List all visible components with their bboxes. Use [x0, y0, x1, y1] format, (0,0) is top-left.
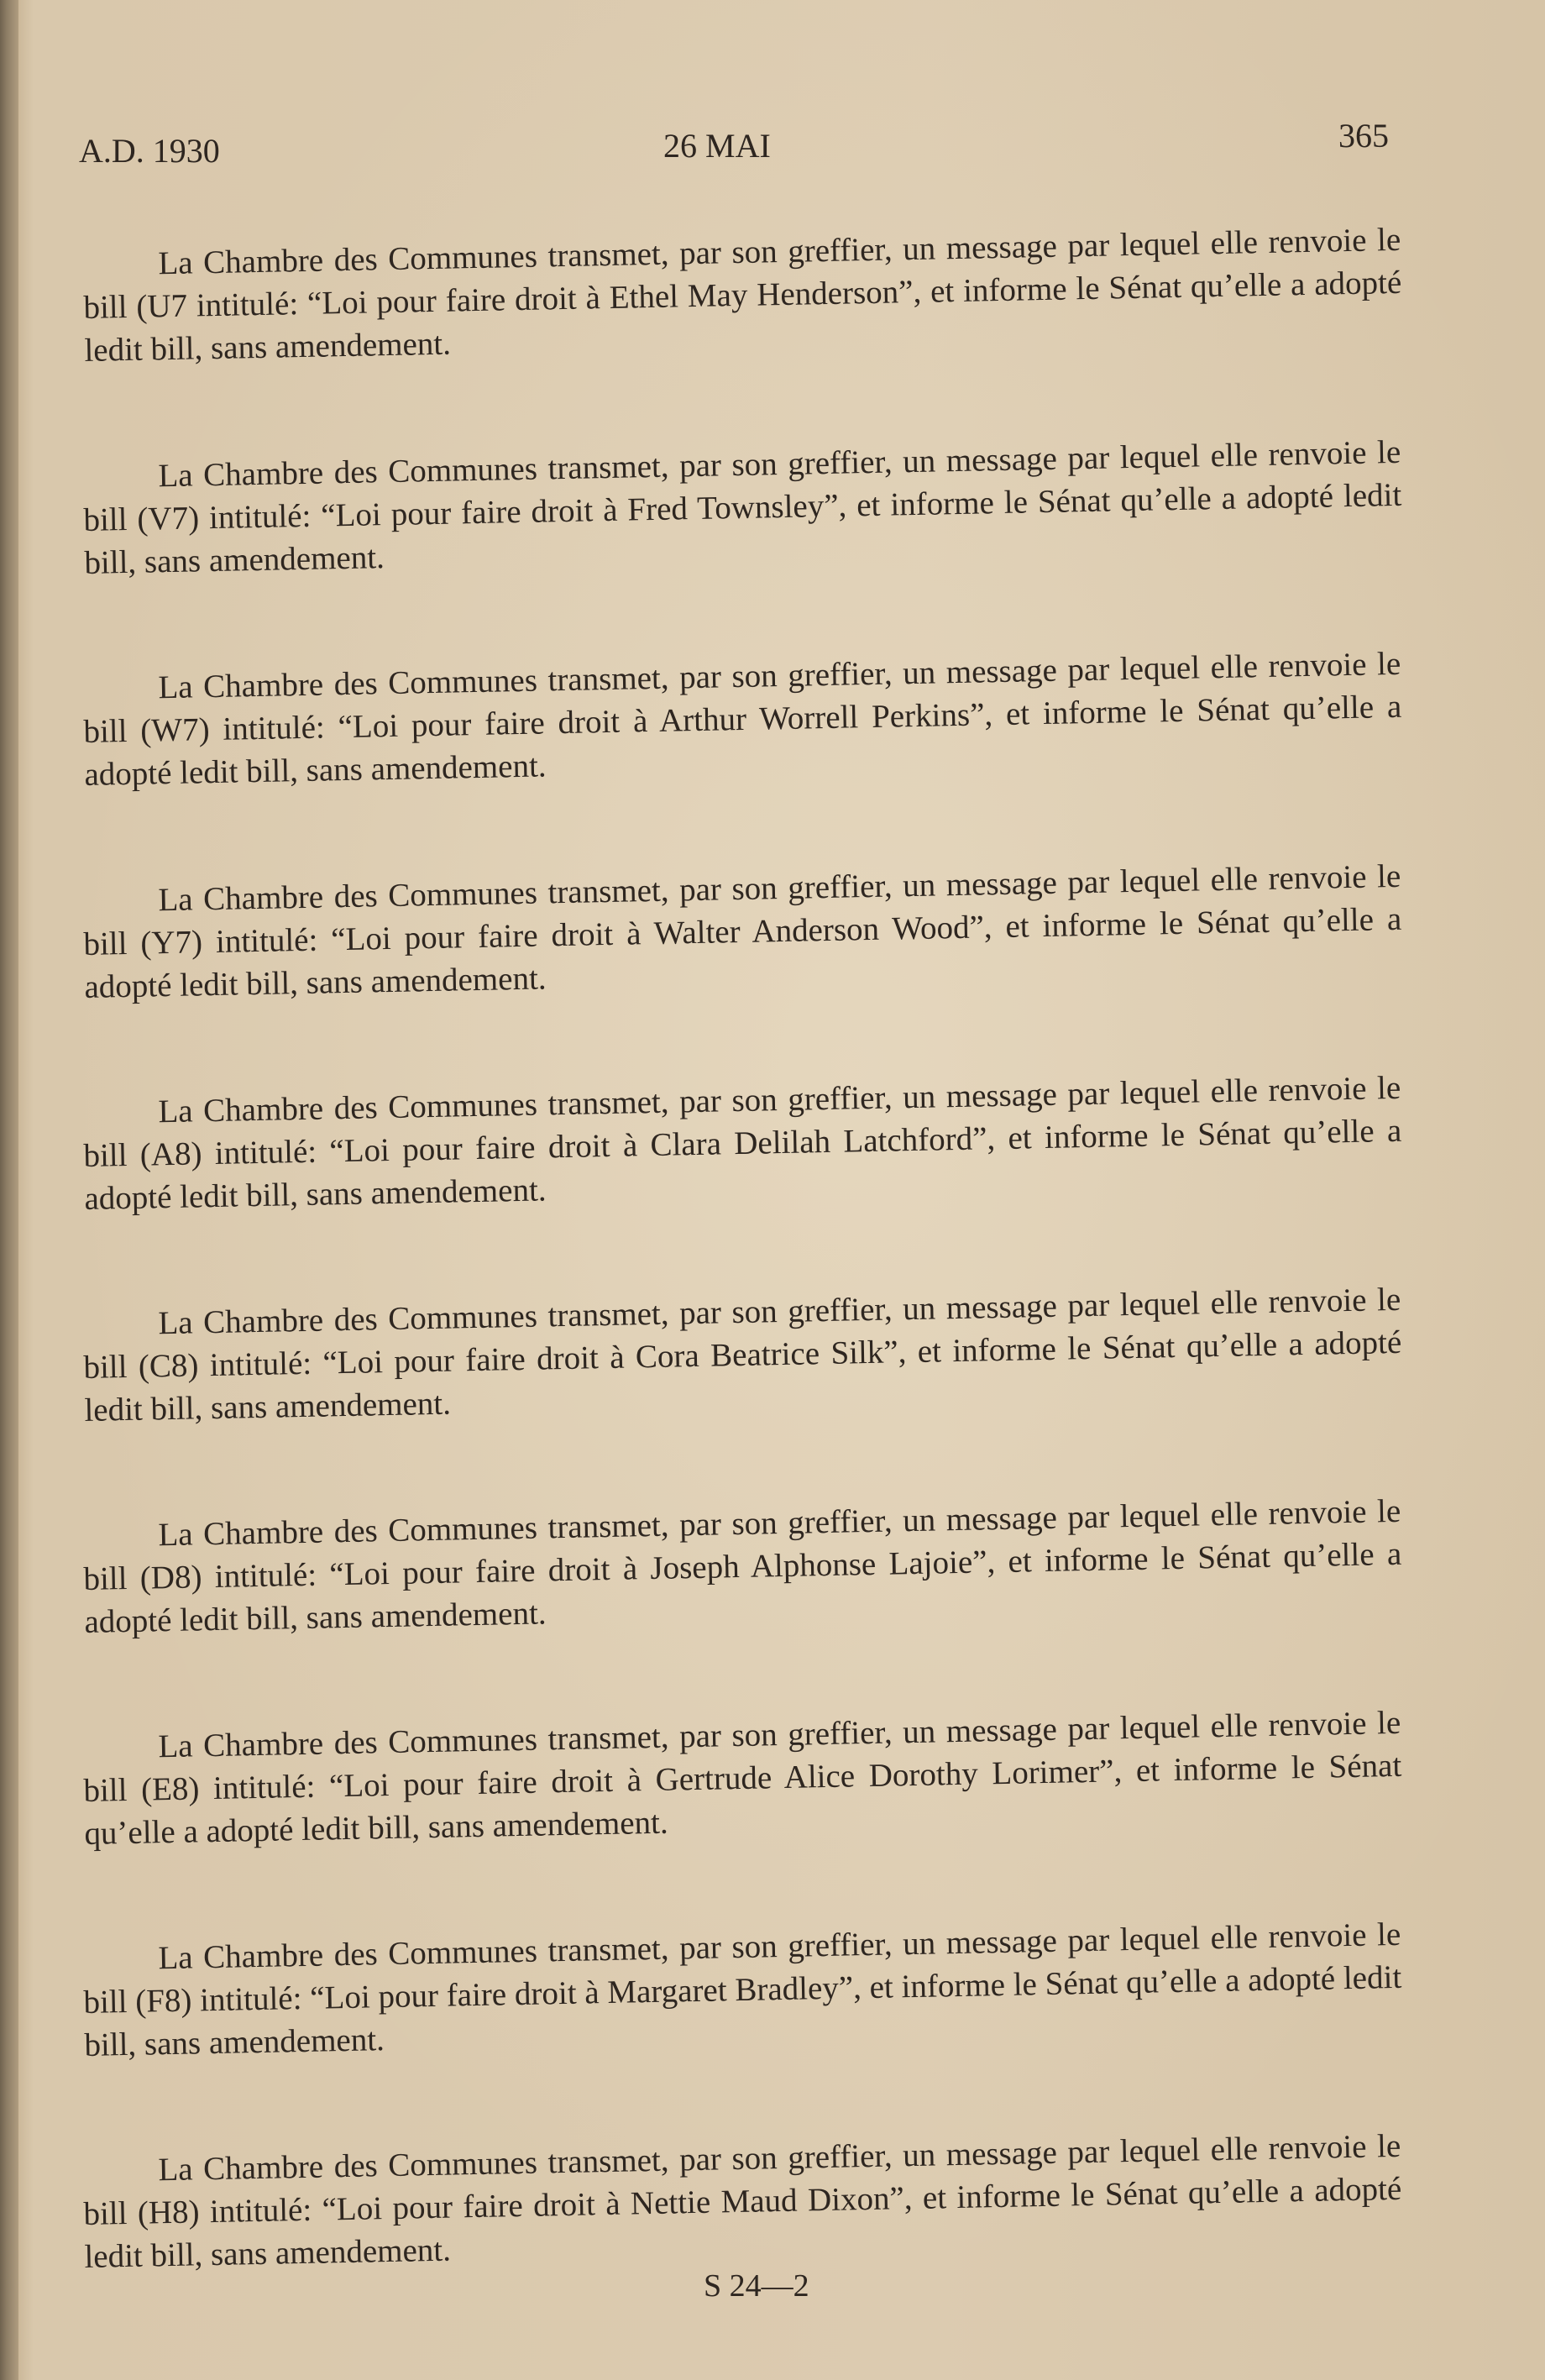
- message-paragraph-e8: La Chambre des Communes transmet, par son greffier, un message par lequel elle renvoie le bill (E8) intitulé: “Loi pour faire droit à Gertrude Alice Dorothy Lorimer”, et informe le Sénat qu’elle a adopté ledit bill, sans amendement.: [83, 1704, 1402, 1852]
- page-binding-edge: [0, 0, 18, 2380]
- message-paragraph-h8: La Chambre des Communes transmet, par son greffier, un message par lequel elle renvoie le bill (H8) intitulé: “Loi pour faire droit à Nettie Maud Dixon”, et informe le Sénat qu’elle a adopté ledit bill, sans amendement.: [83, 2127, 1402, 2275]
- page-number: 365: [1338, 117, 1389, 155]
- header-date: 26 MAI: [663, 127, 771, 165]
- message-paragraph-a8: La Chambre des Communes transmet, par son greffier, un message par lequel elle renvoie le bill (A8) intitulé: “Loi pour faire droit à Clara Delilah Latchford”, et informe le Sénat qu’elle a adopté ledit bill, sans amendement.: [83, 1069, 1402, 1217]
- message-paragraph-f8: La Chambre des Communes transmet, par son greffier, un message par lequel elle renvoie le bill (F8) intitulé: “Loi pour faire droit à Margaret Bradley”, et informe le Sénat qu’elle a adopté ledit bill, sans amendement.: [83, 1916, 1402, 2063]
- message-paragraph-c8: La Chambre des Communes transmet, par son greffier, un message par lequel elle renvoie le bill (C8) intitulé: “Loi pour faire droit à Cora Beatrice Silk”, et informe le Sénat qu’elle a adopté ledit bill, sans amendement.: [83, 1281, 1402, 1429]
- message-paragraph-u7: La Chambre des Communes transmet, par son greffier, un message par lequel elle renvoie le bill (U7 intitulé: “Loi pour faire droit à Ethel May Henderson”, et informe le Sénat qu’elle a adopté ledit bill, sans amendement.: [83, 221, 1402, 369]
- message-paragraph-d8: La Chambre des Communes transmet, par son greffier, un message par lequel elle renvoie le bill (D8) intitulé: “Loi pour faire droit à Joseph Alphonse Lajoie”, et informe le Sénat qu’elle a adopté ledit bill, sans amendement.: [83, 1492, 1402, 1640]
- page-header: [79, 117, 1389, 176]
- message-paragraph-y7: La Chambre des Communes transmet, par son greffier, un message par lequel elle renvoie le bill (Y7) intitulé: “Loi pour faire droit à Walter Anderson Wood”, et informe le Sénat qu’elle a adopté ledit bill, sans amendement.: [83, 857, 1402, 1005]
- page-footer-signature: S 24—2: [704, 2268, 809, 2304]
- message-paragraph-v7: La Chambre des Communes transmet, par son greffier, un message par lequel elle renvoie le bill (V7) intitulé: “Loi pour faire droit à Fred Townsley”, et informe le Sénat qu’elle a adopté ledit bill, sans amendement.: [83, 433, 1402, 581]
- message-paragraph-w7: La Chambre des Communes transmet, par son greffier, un message par lequel elle renvoie le bill (W7) intitulé: “Loi pour faire droit à Arthur Worrell Perkins”, et informe le Sénat qu’elle a adopté ledit bill, sans amendement.: [83, 645, 1402, 793]
- header-year: A.D. 1930: [79, 132, 220, 170]
